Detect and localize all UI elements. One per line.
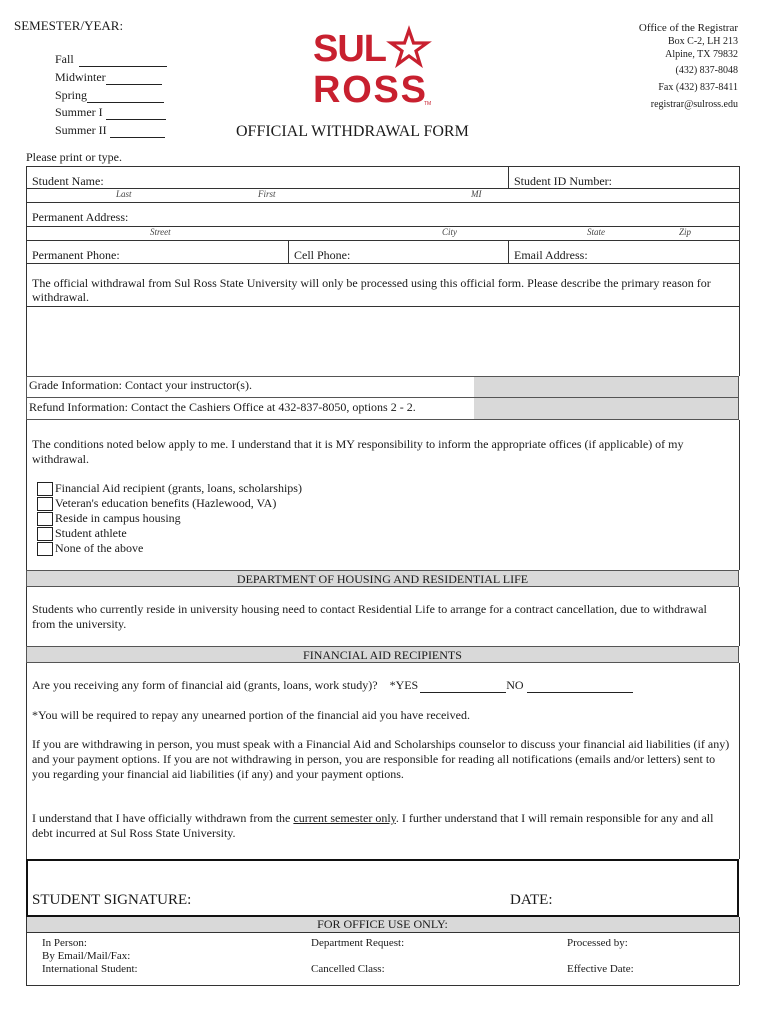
office-use-header: FOR OFFICE USE ONLY:	[26, 917, 739, 932]
finaid-question: Are you receiving any form of financial aid (grants, loans, work study)?	[32, 678, 378, 692]
office-dept-request: Department Request:	[311, 937, 405, 949]
semester-label: SEMESTER/YEAR:	[14, 18, 124, 33]
office-block	[639, 22, 738, 111]
finaid-header: FINANCIAL AID RECIPIENTS	[26, 646, 739, 663]
finaid-no-blank[interactable]	[527, 681, 633, 693]
option-student-athlete: Student athlete	[55, 526, 127, 540]
cell-phone-field[interactable]	[360, 245, 500, 261]
logo-ross-text: ROSS	[313, 69, 425, 106]
semester-summer1[interactable]	[55, 105, 166, 120]
date-label: DATE:	[510, 892, 553, 908]
logo-star-icon	[391, 30, 427, 64]
semester-fall-label: Fall	[55, 52, 74, 66]
office-email: registrar@sulross.edu	[650, 99, 738, 110]
student-id-label: Student ID Number:	[514, 174, 612, 188]
office-phone: (432) 837-8048	[675, 65, 738, 76]
ack-after: . I further understand that I will remain responsible for any and all debt incurred at Sul Ross State University.	[32, 811, 714, 840]
semester-fall-blank[interactable]	[79, 55, 167, 67]
option-none: None of the above	[55, 541, 144, 555]
address-field[interactable]	[145, 208, 735, 224]
reason-text-area[interactable]	[28, 308, 737, 374]
refund-info-shade	[474, 398, 738, 419]
grade-info-row	[26, 376, 739, 398]
office-effective-date: Effective Date:	[567, 963, 634, 975]
finaid-no-label: NO	[506, 678, 524, 692]
conditions-intro: The conditions noted below apply to me. I understand that it is MY responsibility to inform the appropriate offices (if applicable) of my withdrawal.	[32, 437, 684, 466]
semester-summer1-blank[interactable]	[106, 108, 166, 120]
permanent-phone-label: Permanent Phone:	[32, 248, 120, 262]
housing-text: Students who currently reside in university housing need to contact Residential Life to arrange for a contract cancellation, due to withdrawal from the university.	[32, 602, 707, 631]
finaid-question-row	[32, 678, 633, 693]
office-processed-by: Processed by:	[567, 937, 628, 949]
reason-instructions: The official withdrawal from Sul Ross State University will only be processed using this official form. Please describe the primary reason for withdrawal.	[32, 276, 711, 304]
address-part-street: Street	[150, 227, 171, 237]
refund-info-text: Refund Information: Contact the Cashiers Office at 432-837-8050, options 2 - 2.	[29, 400, 416, 414]
acknowledgement	[32, 811, 732, 841]
office-city: Alpine, TX 79832	[665, 49, 738, 60]
name-part-first: First	[258, 189, 276, 199]
ack-before: I understand that I have officially withdrawn from the	[32, 811, 294, 825]
form-title: OFFICIAL WITHDRAWAL FORM	[236, 123, 469, 140]
logo-tm: TM	[424, 101, 432, 106]
name-part-mi: MI	[471, 189, 482, 199]
office-name: Office of the Registrar	[638, 22, 738, 34]
address-part-city: City	[442, 227, 457, 237]
semester-fall[interactable]	[55, 52, 167, 67]
semester-midwinter[interactable]	[55, 70, 162, 85]
checkbox-veteran[interactable]	[37, 497, 53, 511]
office-international: International Student:	[42, 963, 138, 975]
address-label: Permanent Address:	[32, 210, 129, 224]
name-part-last: Last	[116, 189, 132, 199]
refund-info-row	[26, 398, 739, 420]
office-by-mail: By Email/Mail/Fax:	[42, 950, 131, 962]
signature-label: STUDENT SIGNATURE:	[32, 892, 192, 908]
office-in-person: In Person:	[42, 937, 87, 949]
sul-ross-logo	[313, 24, 433, 106]
address-part-zip: Zip	[679, 227, 692, 237]
semester-spring-label: Spring	[55, 88, 88, 102]
ack-underlined: current semester only	[293, 811, 396, 825]
finaid-repay-note: *You will be required to repay any unearned portion of the financial aid you have received.	[32, 708, 470, 722]
checkbox-student-athlete[interactable]	[37, 527, 53, 541]
email-field[interactable]	[600, 245, 735, 261]
finaid-yes-label: *YES	[389, 678, 419, 692]
office-fax: Fax (432) 837-8411	[658, 82, 738, 93]
semester-summer2-label: Summer II	[55, 123, 107, 137]
finaid-yes-blank[interactable]	[420, 681, 506, 693]
finaid-in-person: If you are withdrawing in person, you must speak with a Financial Aid and Scholarships counselor to discuss your financial aid liabilities (if any) and your payment options. If you are not withdrawing in person, you are responsible for reading all notifications (emails and/or letters) sent to you regarding your financial aid liabilities (if any) and your payment options.	[32, 737, 730, 781]
grade-info-shade	[474, 377, 738, 397]
semester-midwinter-label: Midwinter	[55, 70, 106, 84]
grade-info-text: Grade Information: Contact your instructor(s).	[29, 378, 252, 392]
semester-summer2[interactable]	[55, 123, 165, 138]
student-name-label: Student Name:	[32, 174, 104, 188]
cell-phone-label: Cell Phone:	[294, 248, 351, 262]
email-label: Email Address:	[514, 248, 588, 262]
semester-summer1-label: Summer I	[55, 105, 103, 119]
logo-sul-text: SUL	[313, 28, 386, 70]
semester-spring[interactable]	[55, 88, 164, 103]
permanent-phone-field[interactable]	[130, 245, 280, 261]
address-part-state: State	[587, 227, 605, 237]
checkbox-financial-aid[interactable]	[37, 482, 53, 496]
student-name-field[interactable]	[100, 172, 500, 188]
office-use-col1	[42, 937, 138, 976]
housing-header: DEPARTMENT OF HOUSING AND RESIDENTIAL LIFE	[26, 570, 739, 587]
option-campus-housing: Reside in campus housing	[55, 511, 181, 525]
student-id-field[interactable]	[625, 172, 735, 188]
semester-summer2-blank[interactable]	[110, 126, 165, 138]
option-veteran: Veteran's education benefits (Hazlewood, VA)	[55, 496, 277, 510]
semester-midwinter-blank[interactable]	[106, 73, 162, 85]
office-cancelled-class: Cancelled Class:	[311, 963, 385, 975]
print-instruction: Please print or type.	[26, 150, 122, 164]
office-box: Box C-2, LH 213	[668, 36, 738, 47]
checkbox-campus-housing[interactable]	[37, 512, 53, 526]
signature-box[interactable]	[26, 859, 739, 917]
option-financial-aid: Financial Aid recipient (grants, loans, scholarships)	[55, 481, 302, 495]
semester-spring-blank[interactable]	[87, 91, 164, 103]
checkbox-none[interactable]	[37, 542, 53, 556]
